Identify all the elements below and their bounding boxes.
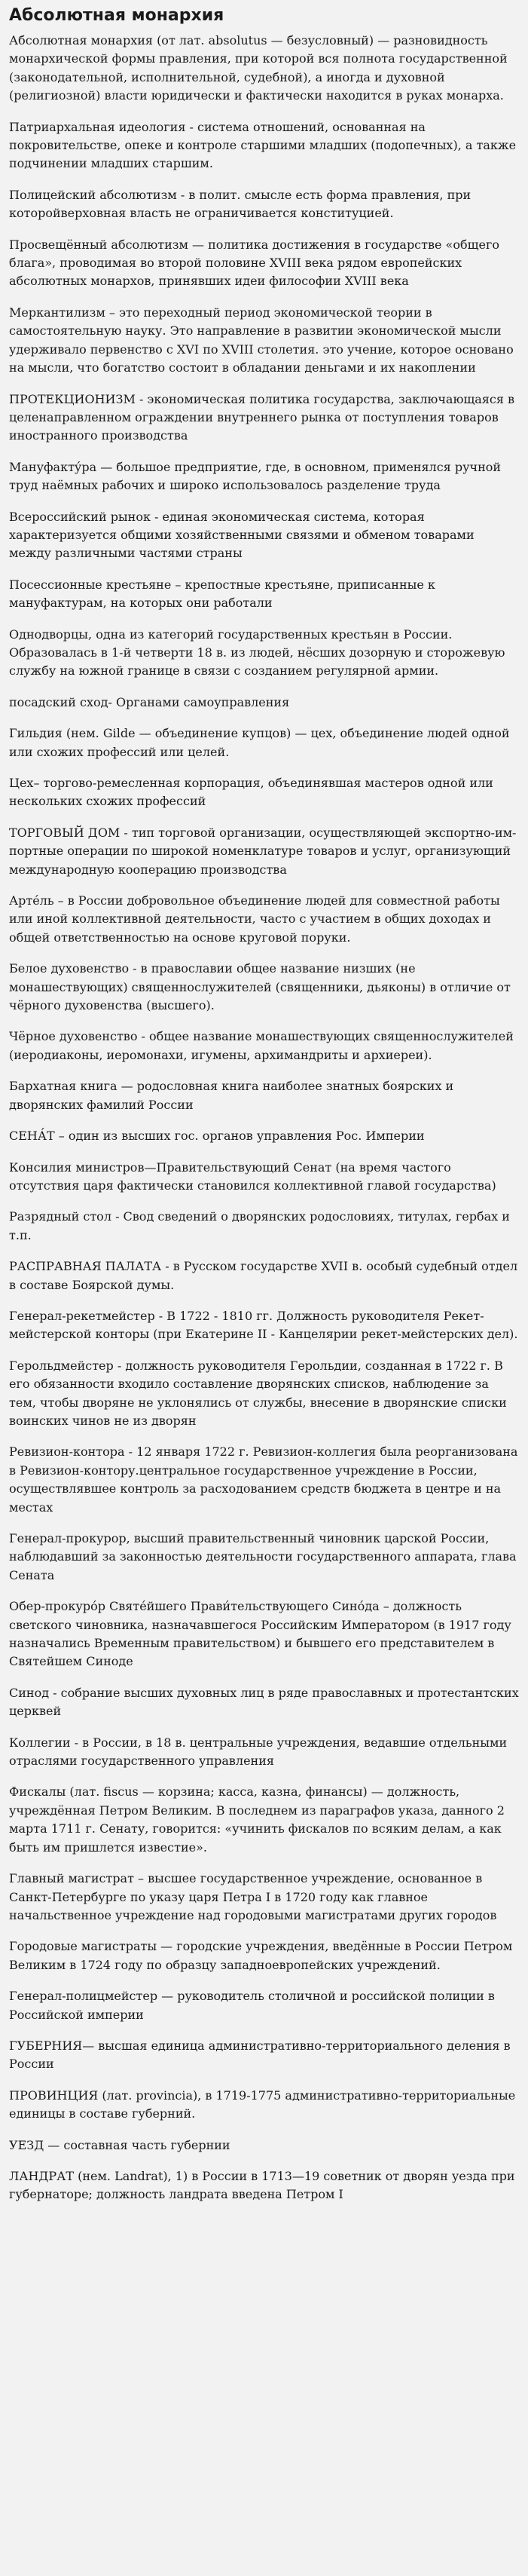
glossary-entry: Гильдия (нем. Gilde — объединение купцов) — цех, объединение людей одной или схожих профессий или целей. [9,726,510,759]
glossary-entry: Разрядный стол - Свод сведений о дворянских родословиях, титулах, гербах и т.п. [9,1209,510,1242]
glossary-entry: Всероссийский рынок - единая экономическая система, которая характеризуется общими хозяйственными связями и обменом товарами между различными частями страны [9,509,475,561]
glossary-entry: Однодворцы, одна из категорий государственных крестьян в России. Образовалась в 1-й четверти 18 в. из людей, нёсших дозорную и сторожевую службу на южной границе в связи с созданием регулярной армии. [9,626,505,678]
glossary-entry: Белое духовенство - в православии общее название низших (не монашествующих) священнослужителей (священники, дьяконы) в отличие от чёрного духовенства (высшего). [9,961,511,1013]
page-title: Абсолютная монархия [9,6,224,25]
glossary-list [9,32,519,2204]
glossary-entry: Генерал-прокурор, высший правительственный чиновник царской России, наблюдавший за законностью деятельности государственного аппарата, глава Сената [9,1531,517,1582]
glossary-entry: Полицейский абсолютизм - в полит. смысле есть форма правления, при которойверховная власть не ограничивается конституцией. [9,187,472,221]
glossary-entry: Абсолютная монархия (от лат. absolutus — безусловный) — разновидность монархической формы правления, при которой вся полнота государственной (законодательной, исполнительной, судебной), а иногда и духовной (религиозной) власти юридически и фактически находится в руках монарха. [9,33,508,103]
glossary-entry: ПРОВИНЦИЯ (лат. provincia), в 1719-1775 административно-территориальные единицы в составе губерний. [9,2087,516,2121]
glossary-entry: Герольдмейстер - должность руководителя Герольдии, созданная в 1722 г. В его обязанности входило составление дворянских списков, наблюдение за тем, чтобы дворяне не уклонялись от службы, внесение в дворянские списки воинских чинов не из дворян [9,1358,507,1428]
glossary-entry: Фискалы (лат. fiscus — корзина; касса, казна, финансы) — должность, учреждённая Петром Великим. В последнем из параграфов указа, данного 2 марта 1711 г. Сенату, говорится: «учинить фискалов по всяким делам, а как быть им пришлется известие». [9,1784,505,1855]
glossary-entry: Цех– торгово-ремесленная корпорация, объединявшая мастеров одной или нескольких схожих профессий [9,776,493,809]
glossary-entry: посадский сход- Органами самоуправления [9,694,290,709]
glossary-entry: УЕЗД — составная часть губернии [9,2137,230,2152]
glossary-entry: РАСПРАВНАЯ ПАЛАТА - в Русском государстве XVII в. особый судебный отдел в составе Боярской думы. [9,1259,518,1292]
glossary-entry: Бархатная книга — родословная книга наиболее знатных боярских и дворянских фамилий России [9,1079,454,1112]
glossary-entry: Просвещённый абсолютизм — политика достижения в государстве «общего блага», проводимая во второй половине XVIII века рядом европейских абсолютных монархов, принявших идеи философии XVIII века [9,237,499,289]
glossary-entry: Генерал-рекетмейстер - В 1722 - 1810 гг. Должность руководителя Рекет-мейстерской конторы (при Екатерине II - Канцелярии рекет-мейстерских дел). [9,1308,518,1342]
glossary-entry: Главный магистрат – высшее государственное учреждение, основанное в Санкт-Петербурге по указу царя Петра I в 1720 году как главное начальственное учреждение над городовыми магистратами других городов [9,1871,497,1922]
glossary-entry: ТОРГОВЫЙ ДОМ - тип торговой организации, осуществляющей экспортно-им- портные операции по широкой номенклатуре товаров и услуг, организующий международную кооперацию производства [9,825,517,877]
glossary-entry: ГУБЕРНИЯ— высшая единица административно-территориального деления в России [9,2038,511,2072]
glossary-entry: СЕНА́Т – один из высших гос. органов управления Рос. Империи [9,1129,425,1144]
glossary-entry: Синод - собрание высших духовных лиц в ряде православных и протестантских церквей [9,1685,519,1719]
glossary-entry: Посессионные крестьяне – крепостные крестьяне, приписанные к мануфактурам, на которых они работали [9,577,435,611]
glossary-entry: ПРОТЕКЦИОНИЗМ - экономическая политика государства, заключающаяся в целенаправленном ограждении внутреннего рынка от поступления товаров иностранного производства [9,391,515,443]
glossary-entry: ЛАНДРАТ (нем. Landrat), 1) в России в 1713—19 советник от дворян уезда при губернаторе; должность ландрата введена Петром I [9,2168,515,2202]
glossary-entry: Коллегии - в России, в 18 в. центральные учреждения, ведавшие отдельными отраслями государственного управления [9,1735,508,1769]
glossary-entry: Патриархальная идеология - система отношений, основанная на покровительстве, опеке и контроле старшими младших (подопечных), а также подчинении младших старшим. [9,119,517,171]
glossary-entry: Чёрное духовенство - общее название монашествующих священнослужителей (иеродиаконы, иеромонахи, игумены, архимандриты и архиереи). [9,1029,514,1062]
glossary-entry: Генерал-полицмейстер — руководитель столичной и российской полиции в Российской империи [9,1989,495,2022]
glossary-entry: Мануфакту́ра — большое предприятие, где, в основном, применялся ручной труд наёмных рабочих и широко использовалось разделение труда [9,459,502,493]
glossary-entry: Городовые магистраты — городские учреждения, введённые в России Петром Великим в 1724 году по образцу западноевропейских учреждений. [9,1939,513,1972]
glossary-entry: Ревизион-контора - 12 января 1722 г. Ревизион-коллегия была реорганизована в Ревизион-контору.центральное государственное учреждение в России, осуществлявшее контроль за расходованием средств бюджета в центре и на местах [9,1444,518,1515]
glossary-entry: Консилия министров—Правительствующий Сенат (на время частого отсутствия царя фактически становился коллективной главой государства) [9,1159,496,1193]
glossary-entry: Арте́ль – в России добровольное объединение людей для совместной работы или иной коллективной деятельности, часто с участием в общих доходах и общей ответственностью на основе круговой поруки. [9,893,500,945]
glossary-entry: Меркантилизм – это переходный период экономической теории в самостоятельную науку. Это направление в развитии экономической мысли удерживало первенство с XVI по XVIII столетия. это учение, которое основано на мысли, что богатство состоит в обладании деньгами и их накоплении [9,305,514,375]
glossary-entry: Обер-прокуро́р Святе́йшего Прави́тельствующего Сино́да – должность светского чиновника, назначавшегося Российским Императором (в 1917 году назначались Временным правительством) и бывшего его представителем в Святейшем Синоде [9,1599,511,1669]
